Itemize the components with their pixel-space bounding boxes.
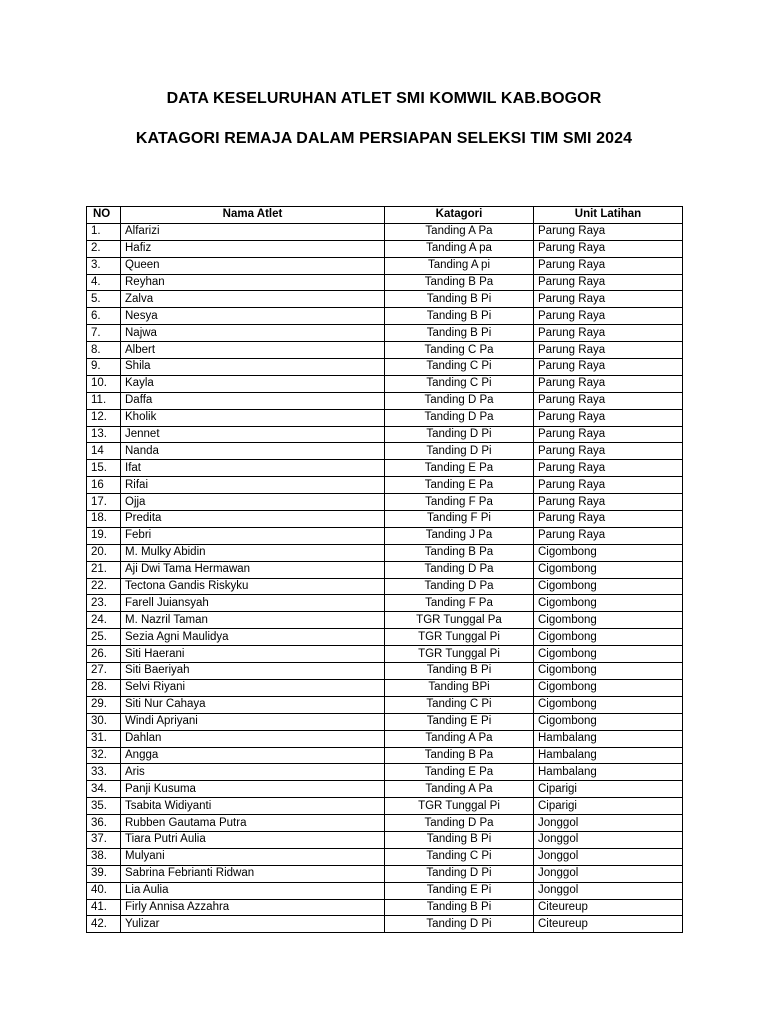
athlete-name: Febri xyxy=(121,527,385,544)
table-row xyxy=(87,696,683,713)
athlete-category: Tanding E Pa xyxy=(385,764,534,781)
row-number: 40. xyxy=(87,882,121,899)
table-row xyxy=(87,747,683,764)
row-number: 14 xyxy=(87,443,121,460)
athlete-name: Daffa xyxy=(121,392,385,409)
table-row xyxy=(87,578,683,595)
training-unit: Jonggol xyxy=(534,848,683,865)
table-row xyxy=(87,713,683,730)
athlete-category: Tanding B Pi xyxy=(385,291,534,308)
row-number: 37. xyxy=(87,831,121,848)
training-unit: Hambalang xyxy=(534,730,683,747)
row-number: 38. xyxy=(87,848,121,865)
table-row xyxy=(87,831,683,848)
training-unit: Cigombong xyxy=(534,578,683,595)
row-number: 13. xyxy=(87,426,121,443)
table-row xyxy=(87,257,683,274)
table-row xyxy=(87,359,683,376)
table-row xyxy=(87,375,683,392)
row-number: 18. xyxy=(87,511,121,528)
table-row xyxy=(87,646,683,663)
table-row xyxy=(87,240,683,257)
row-number: 42. xyxy=(87,916,121,933)
athlete-name: Angga xyxy=(121,747,385,764)
athlete-category: Tanding D Pi xyxy=(385,443,534,460)
athlete-category: Tanding F Pi xyxy=(385,511,534,528)
athlete-category: Tanding B Pi xyxy=(385,899,534,916)
training-unit: Jonggol xyxy=(534,815,683,832)
athlete-category: Tanding B Pa xyxy=(385,747,534,764)
athlete-name: Farell Juiansyah xyxy=(121,595,385,612)
training-unit: Ciparigi xyxy=(534,798,683,815)
athlete-name: Selvi Riyani xyxy=(121,679,385,696)
row-number: 25. xyxy=(87,629,121,646)
athlete-category: Tanding B Pi xyxy=(385,308,534,325)
athlete-name: Nanda xyxy=(121,443,385,460)
training-unit: Parung Raya xyxy=(534,409,683,426)
training-unit: Cigombong xyxy=(534,612,683,629)
athlete-category: Tanding F Pa xyxy=(385,595,534,612)
row-number: 26. xyxy=(87,646,121,663)
row-number: 6. xyxy=(87,308,121,325)
athlete-name: Kholik xyxy=(121,409,385,426)
row-number: 29. xyxy=(87,696,121,713)
athlete-name: Ifat xyxy=(121,460,385,477)
table-row xyxy=(87,798,683,815)
table-row xyxy=(87,663,683,680)
header-no: NO xyxy=(87,207,121,224)
athlete-name: Albert xyxy=(121,342,385,359)
athlete-name: Queen xyxy=(121,257,385,274)
athlete-name: Lia Aulia xyxy=(121,882,385,899)
training-unit: Parung Raya xyxy=(534,443,683,460)
row-number: 22. xyxy=(87,578,121,595)
row-number: 2. xyxy=(87,240,121,257)
athlete-category: TGR Tunggal Pi xyxy=(385,646,534,663)
athlete-name: Windi Apriyani xyxy=(121,713,385,730)
athlete-name: Sabrina Febrianti Ridwan xyxy=(121,865,385,882)
athlete-name: M. Mulky Abidin xyxy=(121,544,385,561)
table-row xyxy=(87,443,683,460)
table-row xyxy=(87,291,683,308)
athlete-name: Predita xyxy=(121,511,385,528)
training-unit: Parung Raya xyxy=(534,477,683,494)
athlete-category: Tanding C Pi xyxy=(385,375,534,392)
athlete-category: Tanding A pa xyxy=(385,240,534,257)
document-subtitle: KATAGORI REMAJA DALAM PERSIAPAN SELEKSI TIM SMI 2024 xyxy=(135,130,633,147)
athlete-category: Tanding A Pa xyxy=(385,781,534,798)
training-unit: Cigombong xyxy=(534,663,683,680)
athlete-category: Tanding B Pi xyxy=(385,831,534,848)
training-unit: Cigombong xyxy=(534,679,683,696)
athlete-name: Dahlan xyxy=(121,730,385,747)
row-number: 28. xyxy=(87,679,121,696)
row-number: 17. xyxy=(87,494,121,511)
row-number: 20. xyxy=(87,544,121,561)
training-unit: Parung Raya xyxy=(534,494,683,511)
athlete-category: Tanding B Pa xyxy=(385,544,534,561)
training-unit: Parung Raya xyxy=(534,291,683,308)
table-row xyxy=(87,325,683,342)
athlete-name: Firly Annisa Azzahra xyxy=(121,899,385,916)
athlete-name: Tectona Gandis Riskyku xyxy=(121,578,385,595)
table-row xyxy=(87,223,683,240)
athlete-category: Tanding C Pa xyxy=(385,342,534,359)
table-row xyxy=(87,848,683,865)
row-number: 11. xyxy=(87,392,121,409)
athlete-name: Mulyani xyxy=(121,848,385,865)
training-unit: Cigombong xyxy=(534,713,683,730)
table-row xyxy=(87,899,683,916)
athlete-category: TGR Tunggal Pa xyxy=(385,612,534,629)
athlete-name: Reyhan xyxy=(121,274,385,291)
row-number: 27. xyxy=(87,663,121,680)
row-number: 35. xyxy=(87,798,121,815)
athlete-name: Najwa xyxy=(121,325,385,342)
training-unit: Cigombong xyxy=(534,629,683,646)
training-unit: Parung Raya xyxy=(534,375,683,392)
training-unit: Jonggol xyxy=(534,865,683,882)
athlete-name: Hafiz xyxy=(121,240,385,257)
athlete-name: Alfarizi xyxy=(121,223,385,240)
training-unit: Citeureup xyxy=(534,916,683,933)
athlete-category: Tanding D Pi xyxy=(385,865,534,882)
athlete-category: Tanding A Pa xyxy=(385,730,534,747)
header-category: Katagori xyxy=(385,207,534,224)
table-row xyxy=(87,511,683,528)
athlete-name: Siti Baeriyah xyxy=(121,663,385,680)
athlete-category: Tanding B Pi xyxy=(385,663,534,680)
athlete-category: Tanding B Pa xyxy=(385,274,534,291)
row-number: 12. xyxy=(87,409,121,426)
row-number: 9. xyxy=(87,359,121,376)
athlete-category: Tanding D Pa xyxy=(385,392,534,409)
athlete-name: Kayla xyxy=(121,375,385,392)
training-unit: Cigombong xyxy=(534,696,683,713)
athlete-category: Tanding A pi xyxy=(385,257,534,274)
table-row xyxy=(87,764,683,781)
row-number: 31. xyxy=(87,730,121,747)
table-row xyxy=(87,730,683,747)
athlete-name: Sezia Agni Maulidya xyxy=(121,629,385,646)
header-name: Nama Atlet xyxy=(121,207,385,224)
athlete-name: M. Nazril Taman xyxy=(121,612,385,629)
athlete-category: Tanding E Pa xyxy=(385,460,534,477)
athlete-category: Tanding D Pi xyxy=(385,916,534,933)
athlete-category: Tanding C Pi xyxy=(385,696,534,713)
training-unit: Parung Raya xyxy=(534,426,683,443)
athlete-category: Tanding D Pa xyxy=(385,815,534,832)
training-unit: Hambalang xyxy=(534,747,683,764)
row-number: 16 xyxy=(87,477,121,494)
athlete-name: Aris xyxy=(121,764,385,781)
row-number: 36. xyxy=(87,815,121,832)
table-row xyxy=(87,679,683,696)
training-unit: Hambalang xyxy=(534,764,683,781)
row-number: 23. xyxy=(87,595,121,612)
table-row xyxy=(87,629,683,646)
athlete-name: Siti Nur Cahaya xyxy=(121,696,385,713)
athlete-category: Tanding E Pa xyxy=(385,477,534,494)
athlete-category: Tanding C Pi xyxy=(385,848,534,865)
row-number: 39. xyxy=(87,865,121,882)
row-number: 1. xyxy=(87,223,121,240)
row-number: 24. xyxy=(87,612,121,629)
row-number: 32. xyxy=(87,747,121,764)
training-unit: Parung Raya xyxy=(534,359,683,376)
athlete-name: Rubben Gautama Putra xyxy=(121,815,385,832)
table-row xyxy=(87,342,683,359)
athlete-category: Tanding A Pa xyxy=(385,223,534,240)
athlete-name: Rifai xyxy=(121,477,385,494)
row-number: 33. xyxy=(87,764,121,781)
athlete-name: Zalva xyxy=(121,291,385,308)
table-row xyxy=(87,308,683,325)
row-number: 5. xyxy=(87,291,121,308)
row-number: 10. xyxy=(87,375,121,392)
training-unit: Cigombong xyxy=(534,595,683,612)
table-row xyxy=(87,595,683,612)
athlete-name: Jennet xyxy=(121,426,385,443)
row-number: 41. xyxy=(87,899,121,916)
training-unit: Parung Raya xyxy=(534,223,683,240)
row-number: 3. xyxy=(87,257,121,274)
row-number: 15. xyxy=(87,460,121,477)
athlete-category: TGR Tunggal Pi xyxy=(385,798,534,815)
table-row xyxy=(87,392,683,409)
row-number: 8. xyxy=(87,342,121,359)
row-number: 7. xyxy=(87,325,121,342)
athlete-category: Tanding B Pi xyxy=(385,325,534,342)
training-unit: Cigombong xyxy=(534,544,683,561)
table-row xyxy=(87,916,683,933)
athlete-category: TGR Tunggal Pi xyxy=(385,629,534,646)
training-unit: Parung Raya xyxy=(534,308,683,325)
athlete-category: Tanding E Pi xyxy=(385,713,534,730)
athlete-category: Tanding J Pa xyxy=(385,527,534,544)
training-unit: Parung Raya xyxy=(534,274,683,291)
training-unit: Parung Raya xyxy=(534,342,683,359)
table-row xyxy=(87,815,683,832)
athlete-name: Tiara Putri Aulia xyxy=(121,831,385,848)
athlete-category: Tanding D Pi xyxy=(385,426,534,443)
table-row xyxy=(87,409,683,426)
athlete-category: Tanding D Pa xyxy=(385,561,534,578)
athlete-name: Panji Kusuma xyxy=(121,781,385,798)
training-unit: Parung Raya xyxy=(534,460,683,477)
training-unit: Jonggol xyxy=(534,882,683,899)
training-unit: Parung Raya xyxy=(534,392,683,409)
athletes-table xyxy=(86,206,683,933)
athlete-name: Ojja xyxy=(121,494,385,511)
training-unit: Cigombong xyxy=(534,646,683,663)
athlete-name: Siti Haerani xyxy=(121,646,385,663)
training-unit: Citeureup xyxy=(534,899,683,916)
table-row xyxy=(87,494,683,511)
training-unit: Jonggol xyxy=(534,831,683,848)
athlete-name: Aji Dwi Tama Hermawan xyxy=(121,561,385,578)
athlete-category: Tanding F Pa xyxy=(385,494,534,511)
training-unit: Parung Raya xyxy=(534,527,683,544)
training-unit: Parung Raya xyxy=(534,257,683,274)
table-row xyxy=(87,477,683,494)
header-unit: Unit Latihan xyxy=(534,207,683,224)
athlete-category: Tanding BPi xyxy=(385,679,534,696)
athlete-category: Tanding D Pa xyxy=(385,578,534,595)
table-row xyxy=(87,426,683,443)
training-unit: Ciparigi xyxy=(534,781,683,798)
training-unit: Parung Raya xyxy=(534,240,683,257)
table-row xyxy=(87,612,683,629)
athlete-category: Tanding D Pa xyxy=(385,409,534,426)
training-unit: Cigombong xyxy=(534,561,683,578)
row-number: 30. xyxy=(87,713,121,730)
training-unit: Parung Raya xyxy=(534,511,683,528)
table-row xyxy=(87,527,683,544)
table-row xyxy=(87,274,683,291)
document-title: DATA KESELURUHAN ATLET SMI KOMWIL KAB.BOGOR xyxy=(166,90,602,107)
training-unit: Parung Raya xyxy=(534,325,683,342)
athlete-category: Tanding C Pi xyxy=(385,359,534,376)
table-row xyxy=(87,781,683,798)
athlete-name: Tsabita Widiyanti xyxy=(121,798,385,815)
table-row xyxy=(87,460,683,477)
table-row xyxy=(87,865,683,882)
table-header-row xyxy=(87,207,683,224)
athlete-name: Shila xyxy=(121,359,385,376)
table-row xyxy=(87,544,683,561)
table-body xyxy=(87,223,683,932)
table-row xyxy=(87,882,683,899)
row-number: 21. xyxy=(87,561,121,578)
athlete-category: Tanding E Pi xyxy=(385,882,534,899)
athlete-name: Yulizar xyxy=(121,916,385,933)
row-number: 4. xyxy=(87,274,121,291)
row-number: 19. xyxy=(87,527,121,544)
table-row xyxy=(87,561,683,578)
row-number: 34. xyxy=(87,781,121,798)
athlete-name: Nesya xyxy=(121,308,385,325)
